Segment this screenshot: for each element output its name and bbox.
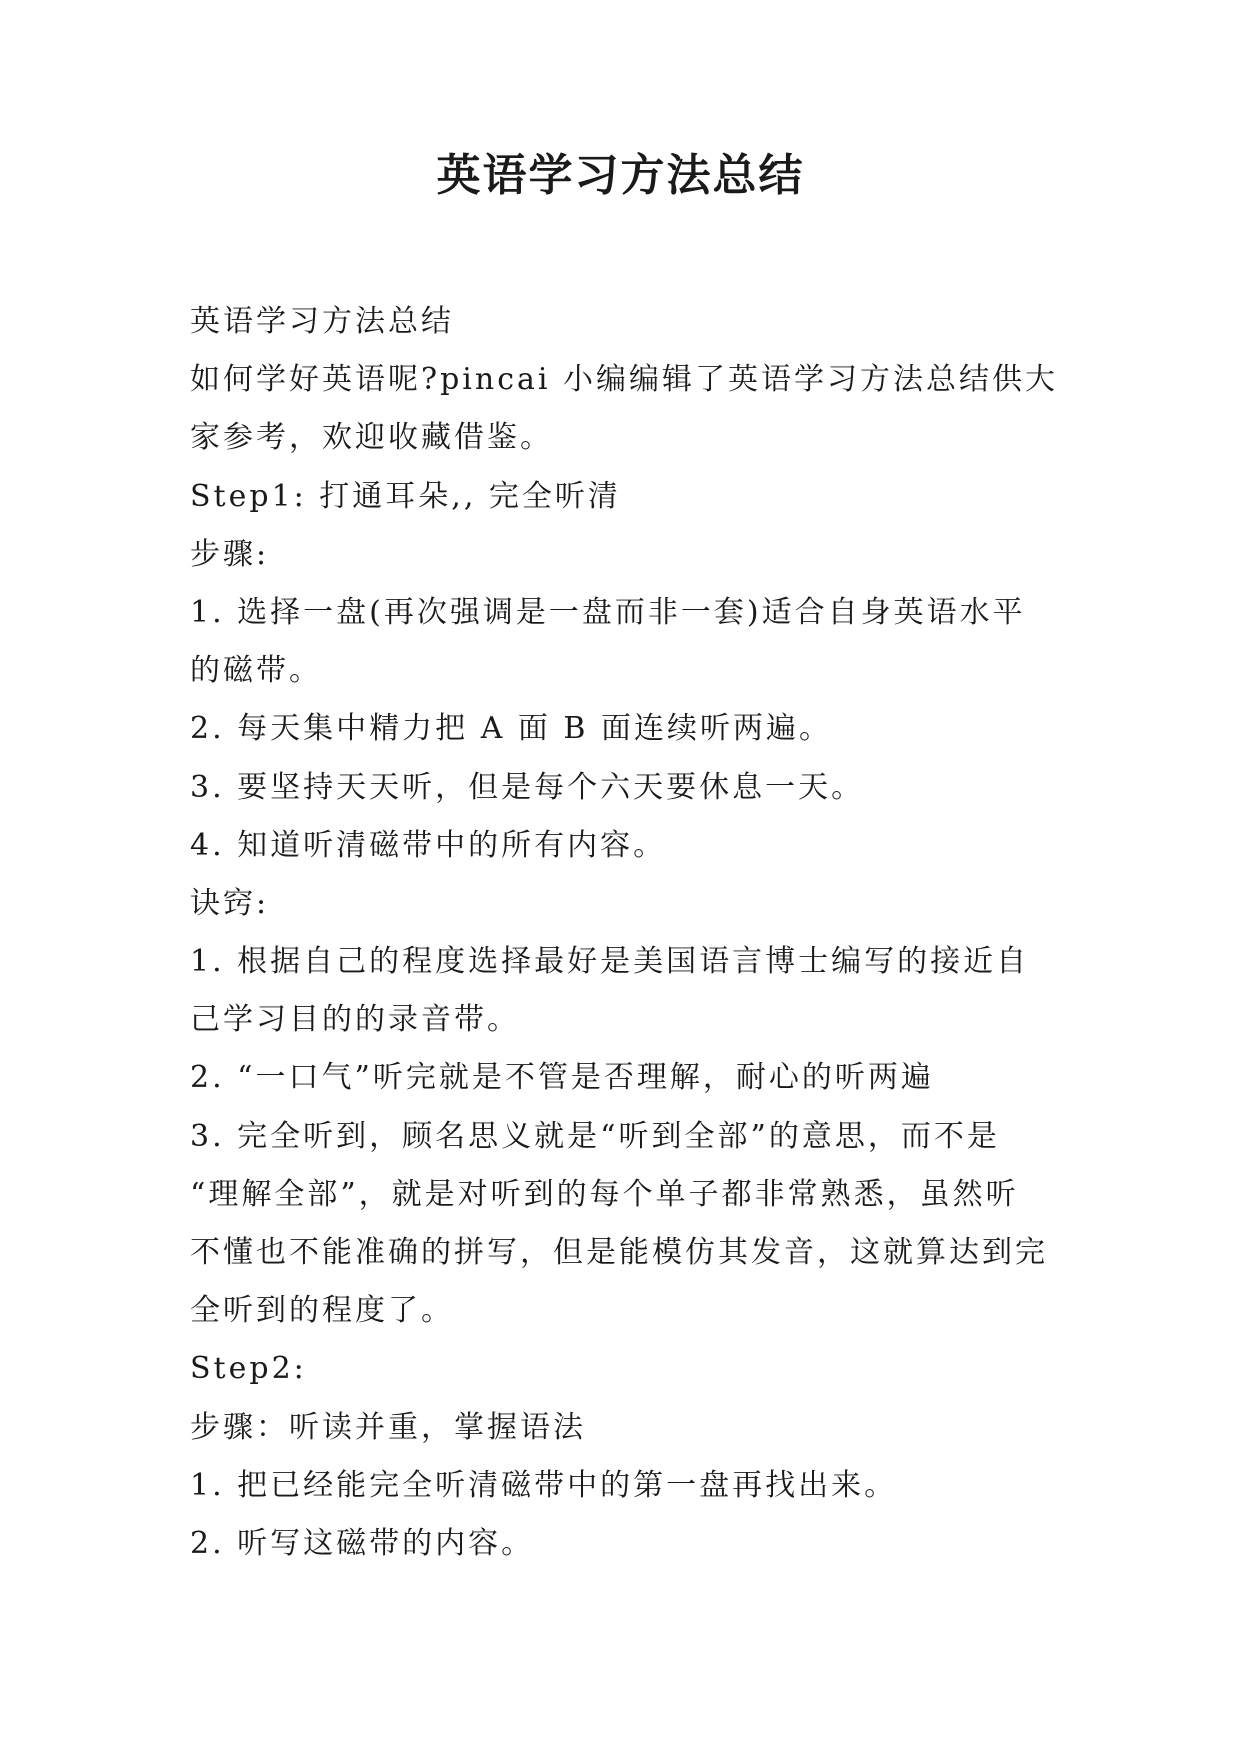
text-line: 1. 把已经能完全听清磁带中的第一盘再找出来。 bbox=[190, 1467, 898, 1503]
document-body bbox=[190, 293, 1059, 1573]
text-line: 2. “一口气”听完就是不管是否理解，耐心的听两遍 bbox=[190, 1060, 934, 1096]
text-line: 2. 每天集中精力把 A 面 B 面连续听两遍。 bbox=[190, 711, 833, 747]
text-line: 4. 知道听清磁带中的所有内容。 bbox=[190, 827, 667, 863]
text-line: Step2: bbox=[190, 1351, 307, 1387]
text-line: 2. 听写这磁带的内容。 bbox=[190, 1525, 535, 1561]
text-line: 步骤: bbox=[190, 536, 270, 572]
text-line: 步骤：听读并重，掌握语法 bbox=[190, 1409, 586, 1445]
document-title: 英语学习方法总结 bbox=[436, 150, 805, 201]
text-line: 英语学习方法总结 bbox=[190, 304, 454, 339]
text-line: 己学习目的的录音带。 bbox=[190, 1002, 520, 1038]
text-line: “理解全部”，就是对听到的每个单子都非常熟悉，虽然听 bbox=[190, 1176, 1019, 1212]
text-line: 如何学好英语呢?pincai 小编编辑了英语学习方法总结供大 bbox=[190, 362, 1059, 398]
text-line: 诀窍: bbox=[190, 885, 270, 921]
text-line: 家参考，欢迎收藏借鉴。 bbox=[190, 420, 553, 456]
text-line: 3. 完全听到，顾名思义就是“听到全部”的意思，而不是 bbox=[190, 1118, 1000, 1154]
text-line: 3. 要坚持天天听，但是每个六天要休息一天。 bbox=[190, 769, 865, 805]
text-line: 的磁带。 bbox=[190, 653, 322, 689]
text-line: 全听到的程度了。 bbox=[190, 1293, 454, 1329]
text-line: 1. 选择一盘(再次强调是一盘而非一套)适合自身英语水平 bbox=[190, 594, 1026, 630]
text-line: Step1: 打通耳朵,, 完全听清 bbox=[190, 478, 621, 514]
text-line: 不懂也不能准确的拼写，但是能模仿其发音，这就算达到完 bbox=[190, 1235, 1048, 1270]
text-line: 1. 根据自己的程度选择最好是美国语言博士编写的接近自 bbox=[190, 944, 1030, 980]
